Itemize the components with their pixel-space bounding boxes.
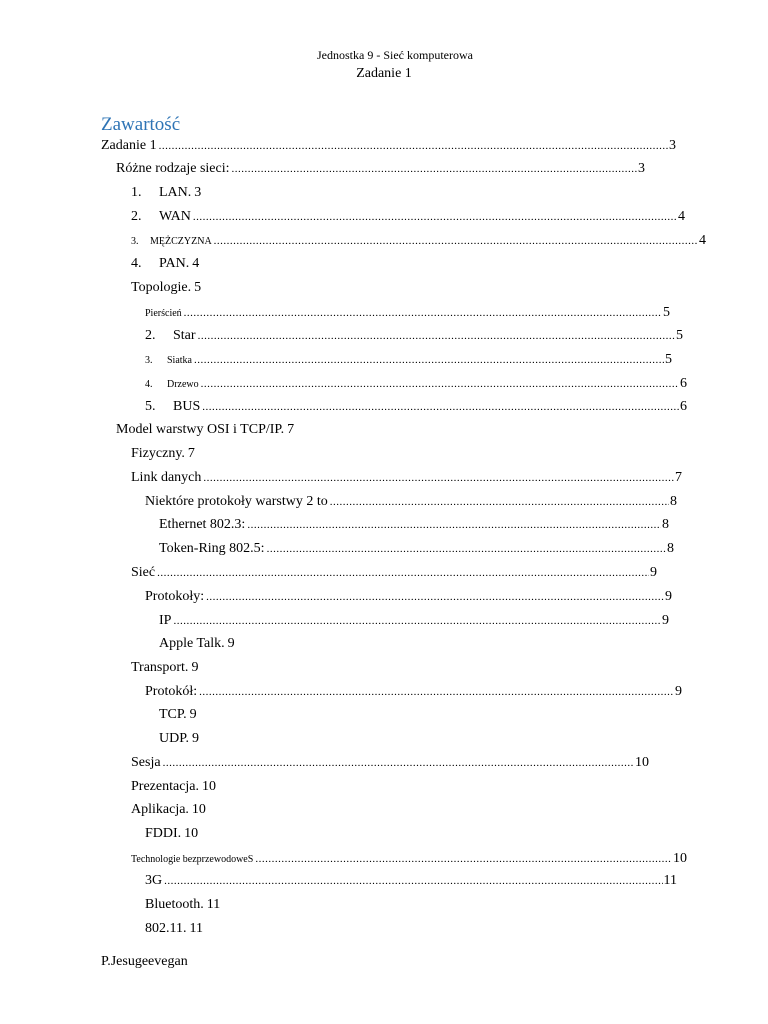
toc-entry[interactable] [131,256,199,276]
toc-entry-title: Transport. [131,660,189,675]
toc-entry[interactable] [159,541,674,561]
toc-page-number: 5 [665,352,672,367]
toc-entry-number: 3. [131,236,139,247]
toc-entry-title: Zadanie 1 [101,138,157,153]
toc-page-number: 11 [206,897,221,912]
toc-page-number: 3 [669,138,676,153]
toc-dot-leader [232,163,637,175]
toc-entry[interactable] [131,802,206,822]
toc-entry-title: Topologie. [131,280,192,295]
toc-page-number: 9 [191,660,199,675]
toc-dot-leader [157,567,649,579]
toc-page-number: 6 [680,399,687,414]
toc-entry[interactable] [131,185,201,205]
toc-page-number: 4 [192,256,200,271]
toc-entry-number: 5. [145,399,156,414]
toc-heading: Zawartość [101,114,181,135]
toc-dot-leader [184,307,662,319]
toc-entry-title: Siatka [167,355,192,366]
toc-entry[interactable] [131,280,201,300]
toc-page-number: 10 [191,802,206,817]
toc-entry[interactable] [145,399,687,419]
toc-page-number: 10 [635,755,649,770]
toc-entry[interactable] [116,422,294,442]
toc-dot-leader [247,519,661,531]
toc-page-number: 8 [667,541,674,556]
toc-page-number: 9 [675,684,682,699]
toc-entry[interactable] [131,851,687,871]
toc-dot-leader [198,330,675,342]
toc-entry[interactable] [131,755,649,775]
toc-page-number: 9 [665,589,672,604]
toc-dot-leader [203,472,674,484]
toc-page-number: 10 [202,779,217,794]
toc-entry-title: TCP. [159,707,187,722]
toc-dot-leader [163,757,634,769]
toc-dot-leader [255,853,672,865]
toc-page-number: 5 [194,280,202,295]
toc-entry-title: Apple Talk. [159,636,225,651]
toc-entry-title: Sesja [131,755,161,770]
toc-page-number: 9 [191,731,199,746]
toc-entry-title: Fizyczny. [131,446,185,461]
toc-entry[interactable] [159,636,235,656]
toc-entry-title: Drzewo [167,379,199,390]
toc-page-number: 10 [184,826,199,841]
toc-page-number: 9 [662,613,669,628]
toc-dot-leader [194,354,664,366]
toc-page-number: 6 [680,376,687,391]
toc-entry-number: 4. [131,256,142,271]
toc-entry[interactable] [159,517,669,537]
toc-entry[interactable] [145,684,682,704]
toc-entry-title: Protokół: [145,684,198,699]
toc-entry-title: Aplikacja. [131,802,189,817]
toc-entry-title: Prezentacja. [131,779,200,794]
toc-entry-title: PAN. [159,256,190,271]
toc-entry-title: FDDI. [145,826,182,841]
toc-entry[interactable] [159,613,669,633]
toc-entry[interactable] [131,209,685,229]
toc-entry-title: UDP. [159,731,189,746]
footer-author: P.Jesugeevegan [101,954,188,969]
toc-dot-leader [164,875,662,887]
toc-entry-title: Ethernet 802.3: [159,517,246,532]
toc-entry-title: Protokoły: [145,589,205,604]
toc-dot-leader [330,496,669,508]
toc-dot-leader [214,235,698,247]
toc-page-number: 11 [663,873,677,888]
toc-entry[interactable] [145,328,683,348]
toc-entry[interactable] [131,565,657,585]
toc-dot-leader [202,401,679,413]
toc-entry[interactable] [159,731,199,751]
toc-entry[interactable] [145,921,203,941]
toc-entry[interactable] [145,352,672,372]
toc-entry-title: BUS [173,399,201,414]
toc-dot-leader [199,686,674,698]
toc-dot-leader [159,140,668,152]
toc-entry-title: Niektóre protokoły warstwy 2 to [145,494,328,509]
toc-page-number: 9 [650,565,657,580]
document-header-subtitle: Zadanie 1 [356,66,412,81]
toc-page-number: 9 [189,707,197,722]
toc-entry-title: Bluetooth. [145,897,204,912]
toc-entry[interactable] [145,589,672,609]
toc-entry-number: 2. [145,328,156,343]
toc-entry[interactable] [159,707,197,727]
toc-entry-title: Różne rodzaje sieci: [116,161,230,176]
toc-dot-leader [206,591,664,603]
toc-page-number: 10 [673,851,687,866]
toc-entry-title: Token-Ring 802.5: [159,541,265,556]
toc-page-number: 7 [287,422,295,437]
toc-page-number: 3 [194,185,202,200]
toc-page-number: 5 [676,328,683,343]
toc-dot-leader [267,543,666,555]
toc-entry[interactable] [131,470,682,490]
toc-page-number: 4 [678,209,685,224]
toc-page-number: 9 [227,636,235,651]
toc-entry-title: MĘŻCZYZNA [150,236,212,247]
toc-entry[interactable] [131,233,706,253]
toc-entry[interactable] [145,826,198,846]
toc-page-number: 8 [670,494,677,509]
toc-page-number: 11 [189,921,203,936]
toc-entry-title: IP [159,613,172,628]
toc-entry-title: 3G [145,873,163,888]
toc-entry[interactable] [101,138,676,158]
toc-entry-title: Technologie bezprzewodoweS [131,854,254,865]
toc-entry-title: Star [173,328,196,343]
toc-entry-title: 802.11. [145,921,187,936]
toc-entry[interactable] [145,897,220,917]
toc-entry[interactable] [116,161,645,181]
toc-entry-number: 3. [145,355,153,366]
toc-page-number: 7 [187,446,195,461]
toc-page-number: 4 [699,233,706,248]
toc-page-number: 3 [638,161,645,176]
toc-entry-number: 1. [131,185,142,200]
toc-entry-title: LAN. [159,185,192,200]
toc-entry-title: Link danych [131,470,202,485]
toc-entry[interactable] [131,446,195,466]
document-header-title: Jednostka 9 - Sieć komputerowa [317,48,473,62]
toc-entry-title: Model warstwy OSI i TCP/IP. [116,422,285,437]
toc-entry[interactable] [131,779,216,799]
toc-entry-title: Sieć [131,565,156,580]
toc-page-number: 5 [663,305,670,320]
toc-dot-leader [193,211,677,223]
toc-entry[interactable] [145,305,670,325]
toc-entry[interactable] [131,660,198,680]
toc-entry-number: 2. [131,209,142,224]
toc-entry-number: 4. [145,379,153,390]
toc-entry-title: Pierścień [145,308,182,319]
toc-entry[interactable] [145,873,677,893]
toc-entry[interactable] [145,494,677,514]
toc-page-number: 8 [662,517,669,532]
toc-entry[interactable] [145,376,687,396]
toc-page-number: 7 [675,470,682,485]
toc-dot-leader [201,378,679,390]
toc-entry-title: WAN [159,209,191,224]
toc-dot-leader [173,615,661,627]
